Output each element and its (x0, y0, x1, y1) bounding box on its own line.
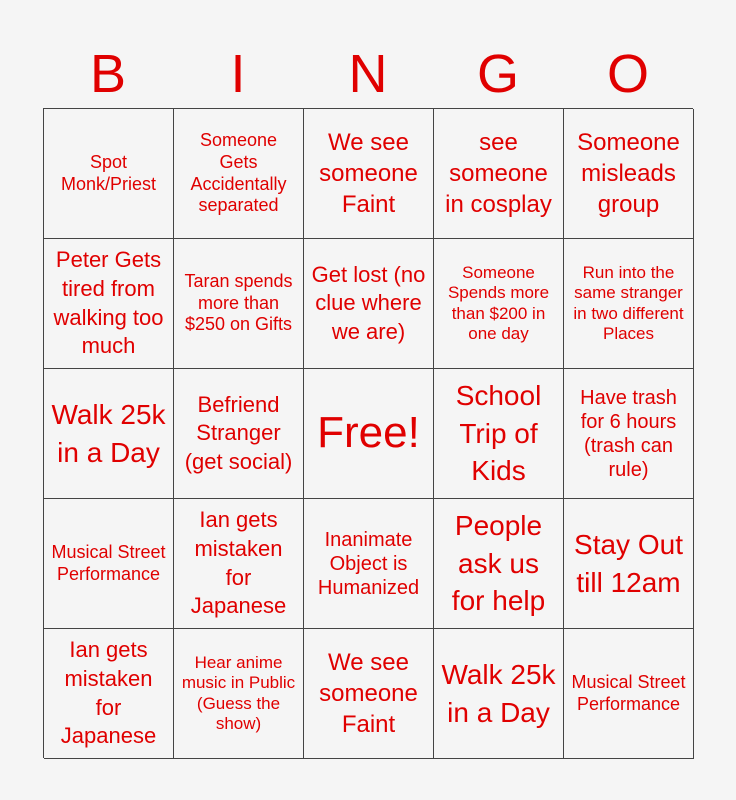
bingo-cell[interactable]: Hear anime music in Public (Guess the show) (174, 629, 304, 759)
bingo-cell[interactable]: Musical Street Performance (564, 629, 694, 759)
bingo-cell[interactable]: Musical Street Performance (44, 499, 174, 629)
bingo-cell[interactable]: Someone Spends more than $200 in one day (434, 239, 564, 369)
bingo-cell[interactable]: Peter Gets tired from walking too much (44, 239, 174, 369)
bingo-cell[interactable]: School Trip of Kids (434, 369, 564, 499)
header-letter-b: B (89, 44, 127, 104)
bingo-cell[interactable]: Get lost (no clue where we are) (304, 239, 434, 369)
bingo-cell[interactable]: Walk 25k in a Day (44, 369, 174, 499)
header-letter-i: I (230, 44, 246, 104)
header-letter-g: G (476, 44, 519, 104)
bingo-header (43, 40, 693, 108)
bingo-cell[interactable]: Inanimate Object is Humanized (304, 499, 434, 629)
bingo-cell[interactable]: Stay Out till 12am (564, 499, 694, 629)
bingo-free-space[interactable]: Free! (304, 369, 434, 499)
bingo-cell[interactable]: Taran spends more than $250 on Gifts (174, 239, 304, 369)
bingo-cell[interactable]: People ask us for help (434, 499, 564, 629)
bingo-cell[interactable]: Someone misleads group (564, 109, 694, 239)
bingo-cell[interactable]: Walk 25k in a Day (434, 629, 564, 759)
bingo-cell[interactable]: Befriend Stranger (get social) (174, 369, 304, 499)
bingo-cell[interactable]: see someone in cosplay (434, 109, 564, 239)
bingo-cell[interactable]: Have trash for 6 hours (trash can rule) (564, 369, 694, 499)
header-letter-o: O (606, 44, 649, 104)
bingo-cell[interactable]: Someone Gets Accidentally separated (174, 109, 304, 239)
bingo-card-grid (43, 108, 693, 758)
bingo-cell[interactable]: We see someone Faint (304, 109, 434, 239)
bingo-cell[interactable]: Ian gets mistaken for Japanese (174, 499, 304, 629)
bingo-cell[interactable]: We see someone Faint (304, 629, 434, 759)
bingo-cell[interactable]: Spot Monk/Priest (44, 109, 174, 239)
bingo-cell[interactable]: Run into the same stranger in two different Places (564, 239, 694, 369)
header-letter-n: N (348, 44, 388, 104)
bingo-cell[interactable]: Ian gets mistaken for Japanese (44, 629, 174, 759)
